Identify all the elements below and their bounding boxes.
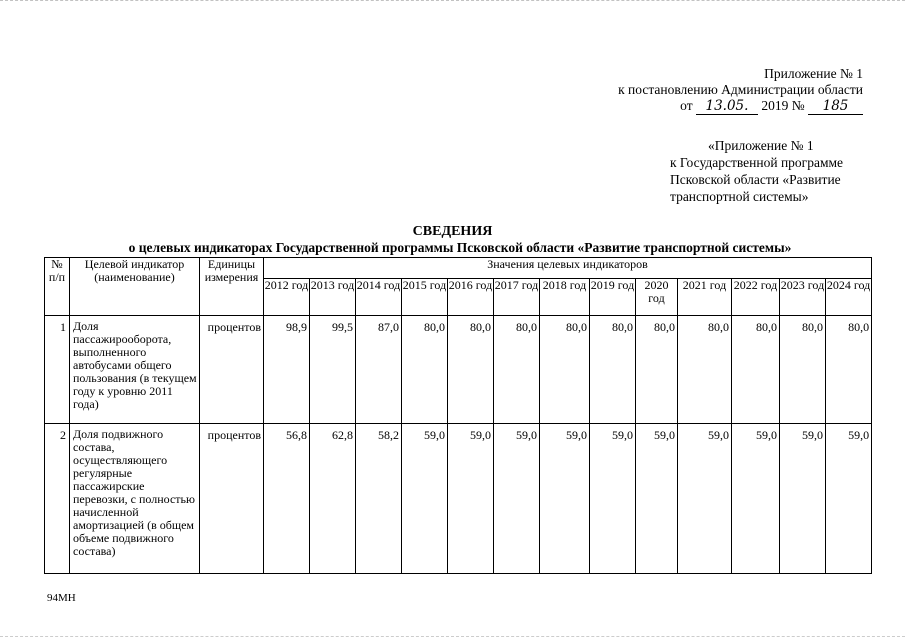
scan-edge-top	[0, 0, 905, 5]
scan-edge-bottom	[0, 636, 905, 639]
row-value: 56,8	[264, 424, 310, 574]
program-annex-line: «Приложение № 1	[708, 138, 814, 153]
row-value: 80,0	[780, 316, 826, 424]
header-year: 2022 год	[732, 279, 780, 316]
row-value: 99,5	[310, 316, 356, 424]
table-row	[45, 424, 872, 574]
header-year: 2012 год	[264, 279, 310, 316]
annex-block	[618, 66, 863, 115]
row-value: 59,0	[826, 424, 872, 574]
header-indicator: Целевой индикатор (наименование)	[70, 258, 200, 316]
row-value: 80,0	[678, 316, 732, 424]
row-unit: процентов	[200, 316, 264, 424]
row-number: 2	[45, 424, 70, 574]
row-value: 59,0	[590, 424, 636, 574]
row-value: 59,0	[636, 424, 678, 574]
row-value: 59,0	[732, 424, 780, 574]
handwritten-date: 13.05.	[696, 98, 758, 115]
header-year: 2020 год	[636, 279, 678, 316]
row-value: 62,8	[310, 424, 356, 574]
program-annex-line: Псковской области «Развитие	[670, 172, 841, 187]
header-year: 2016 год	[448, 279, 494, 316]
annex-year: 2019 №	[761, 98, 805, 113]
row-value: 58,2	[356, 424, 402, 574]
row-value: 80,0	[590, 316, 636, 424]
header-year: 2019 год	[590, 279, 636, 316]
row-indicator: Доля подвижного состава, осуществляющего регулярные пассажирские перевозки, с полностью начисленной амортизацией (в общем объеме подвижного состава)	[70, 424, 200, 574]
row-value: 59,0	[678, 424, 732, 574]
header-year: 2024 год	[826, 279, 872, 316]
row-value: 98,9	[264, 316, 310, 424]
program-annex-block	[670, 137, 843, 205]
header-year: 2014 год	[356, 279, 402, 316]
row-value: 59,0	[780, 424, 826, 574]
indicators-table	[44, 257, 872, 574]
table-row	[45, 316, 872, 424]
row-indicator: Доля пассажирооборота, выполненного автобусами общего пользования (в текущем году к уровню 2011 года)	[70, 316, 200, 424]
row-value: 80,0	[826, 316, 872, 424]
row-value: 80,0	[402, 316, 448, 424]
program-annex-line: к Государственной программе	[670, 155, 844, 170]
header-number: № п/п	[45, 258, 70, 316]
row-value: 80,0	[732, 316, 780, 424]
header-unit: Единицы измерения	[200, 258, 264, 316]
annex-date-line	[618, 98, 863, 115]
program-annex-line: транспортной системы»	[670, 189, 809, 204]
annex-title: Приложение № 1	[764, 66, 863, 81]
page-footer-code: 94МН	[47, 592, 76, 604]
header-values: Значения целевых индикаторов	[264, 258, 872, 279]
header-year: 2018 год	[540, 279, 590, 316]
header-year: 2015 год	[402, 279, 448, 316]
row-unit: процентов	[200, 424, 264, 574]
header-year: 2017 год	[494, 279, 540, 316]
row-value: 87,0	[356, 316, 402, 424]
header-year: 2023 год	[780, 279, 826, 316]
row-value: 59,0	[540, 424, 590, 574]
header-year: 2021 год	[678, 279, 732, 316]
annex-reference: к постановлению Администрации области	[618, 82, 863, 97]
document-title: СВЕДЕНИЯ	[412, 224, 493, 239]
row-value: 59,0	[448, 424, 494, 574]
row-value: 80,0	[636, 316, 678, 424]
row-number: 1	[45, 316, 70, 424]
row-value: 59,0	[402, 424, 448, 574]
row-value: 80,0	[494, 316, 540, 424]
annex-from-label: от	[680, 98, 693, 113]
row-value: 80,0	[448, 316, 494, 424]
row-value: 59,0	[494, 424, 540, 574]
document-subtitle: о целевых индикаторах Государственной программы Псковской области «Развитие транспортной системы»	[128, 240, 792, 255]
row-value: 80,0	[540, 316, 590, 424]
header-year: 2013 год	[310, 279, 356, 316]
handwritten-number: 185	[808, 98, 863, 115]
